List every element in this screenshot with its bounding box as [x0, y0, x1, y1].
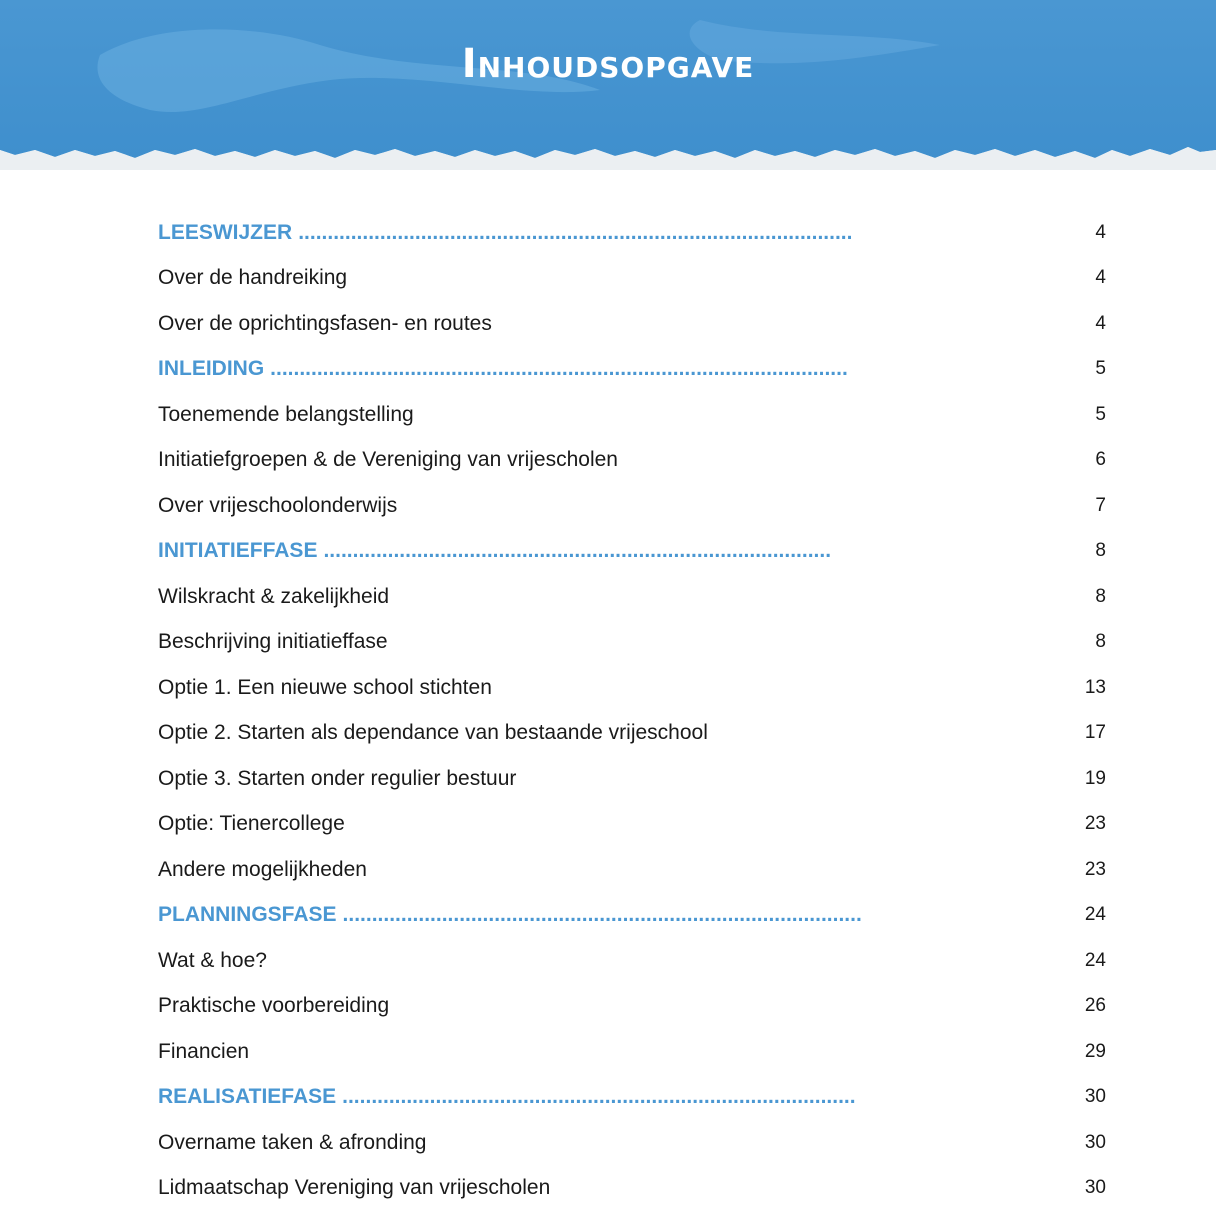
- toc-item-row[interactable]: [158, 301, 1106, 347]
- toc-item-label: Over vrijeschoolonderwijs: [158, 493, 398, 517]
- toc-item-row[interactable]: [158, 483, 1106, 529]
- toc-item-label: Toenemende belangstelling: [158, 402, 414, 426]
- toc-section-row[interactable]: [158, 893, 1106, 939]
- toc-item-row[interactable]: [158, 665, 1106, 711]
- toc-item-row[interactable]: [158, 1166, 1106, 1212]
- toc-item-row[interactable]: [158, 847, 1106, 893]
- toc-item-label: Optie 1. Een nieuwe school stichten: [158, 675, 492, 699]
- toc-page-number: 5: [1095, 358, 1106, 380]
- toc-item-label: Wat & hoe?: [158, 948, 267, 972]
- toc-item-row[interactable]: [158, 1120, 1106, 1166]
- toc-item-label: Initiatiefgroepen & de Vereniging van vrijescholen: [158, 448, 618, 472]
- toc-section-label: REALISATIEFASE: [158, 1085, 337, 1109]
- toc-page-number: 30: [1084, 1131, 1106, 1153]
- toc-item-label: Over de handreiking: [158, 266, 348, 290]
- toc-dot-leader: ........................................................................................: [342, 1085, 856, 1109]
- toc-dot-leader: ...................................................................................................: [270, 357, 848, 381]
- toc-item-label: Financien: [158, 1039, 250, 1063]
- toc-item-label: Overname taken & afronding: [158, 1130, 427, 1154]
- header-banner: [0, 0, 1216, 185]
- toc-section-row[interactable]: [158, 210, 1106, 256]
- toc-dot-leader: .......................................................................................: [323, 539, 832, 563]
- toc-section-row[interactable]: [158, 347, 1106, 393]
- toc-item-row[interactable]: [158, 438, 1106, 484]
- toc-section-row[interactable]: [158, 1075, 1106, 1121]
- toc-page-number: 8: [1095, 585, 1106, 607]
- toc-item-row[interactable]: [158, 574, 1106, 620]
- toc-page-number: 4: [1095, 267, 1106, 289]
- toc-item-label: Optie 2. Starten als dependance van bestaande vrijeschool: [158, 721, 708, 745]
- torn-paper-banner: [0, 0, 1216, 185]
- toc-section-row[interactable]: [158, 529, 1106, 575]
- toc-item-label: Optie: Tienercollege: [158, 812, 345, 836]
- toc-item-row[interactable]: [158, 984, 1106, 1030]
- toc-page-number: 23: [1084, 813, 1106, 835]
- table-of-contents: [158, 210, 1106, 1211]
- toc-item-label: Over de oprichtingsfasen- en routes: [158, 311, 492, 335]
- toc-section-label: PLANNINGSFASE: [158, 903, 337, 927]
- toc-dot-leader: .........................................................................................: [342, 903, 862, 927]
- toc-page-number: 30: [1084, 1177, 1106, 1199]
- toc-item-label: Lidmaatschap Vereniging van vrijescholen: [158, 1176, 551, 1200]
- toc-page-number: 24: [1084, 949, 1106, 971]
- toc-item-row[interactable]: [158, 392, 1106, 438]
- toc-item-label: Andere mogelijkheden: [158, 857, 367, 881]
- toc-item-row[interactable]: [158, 1029, 1106, 1075]
- toc-item-label: Wilskracht & zakelijkheid: [158, 584, 390, 608]
- toc-page-number: 7: [1095, 494, 1106, 516]
- toc-item-row[interactable]: [158, 620, 1106, 666]
- toc-page-number: 8: [1095, 540, 1106, 562]
- toc-page-number: 30: [1084, 1086, 1106, 1108]
- page-title: Inhoudsopgave: [461, 41, 755, 87]
- toc-page-number: 17: [1084, 722, 1106, 744]
- toc-item-row[interactable]: [158, 756, 1106, 802]
- toc-page-number: 26: [1084, 995, 1106, 1017]
- toc-page-number: 23: [1084, 858, 1106, 880]
- toc-page-number: 4: [1095, 312, 1106, 334]
- toc-section-label: INITIATIEFFASE: [158, 539, 318, 563]
- toc-page-number: 19: [1084, 767, 1106, 789]
- toc-page-number: 29: [1084, 1040, 1106, 1062]
- toc-item-row[interactable]: [158, 938, 1106, 984]
- toc-item-label: Beschrijving initiatieffase: [158, 630, 388, 654]
- toc-item-label: Praktische voorbereiding: [158, 994, 390, 1018]
- toc-page-number: 4: [1095, 221, 1106, 243]
- toc-page-number: 6: [1095, 449, 1106, 471]
- toc-section-label: INLEIDING: [158, 357, 265, 381]
- toc-page-number: 24: [1084, 904, 1106, 926]
- toc-dot-leader: ...............................................................................................: [298, 220, 853, 244]
- toc-page-number: 13: [1084, 676, 1106, 698]
- toc-section-label: LEESWIJZER: [158, 220, 293, 244]
- toc-item-label: Optie 3. Starten onder regulier bestuur: [158, 766, 517, 790]
- toc-item-row[interactable]: [158, 802, 1106, 848]
- toc-page-number: 5: [1095, 403, 1106, 425]
- toc-item-row[interactable]: [158, 711, 1106, 757]
- toc-item-row[interactable]: [158, 256, 1106, 302]
- toc-page-number: 8: [1095, 631, 1106, 653]
